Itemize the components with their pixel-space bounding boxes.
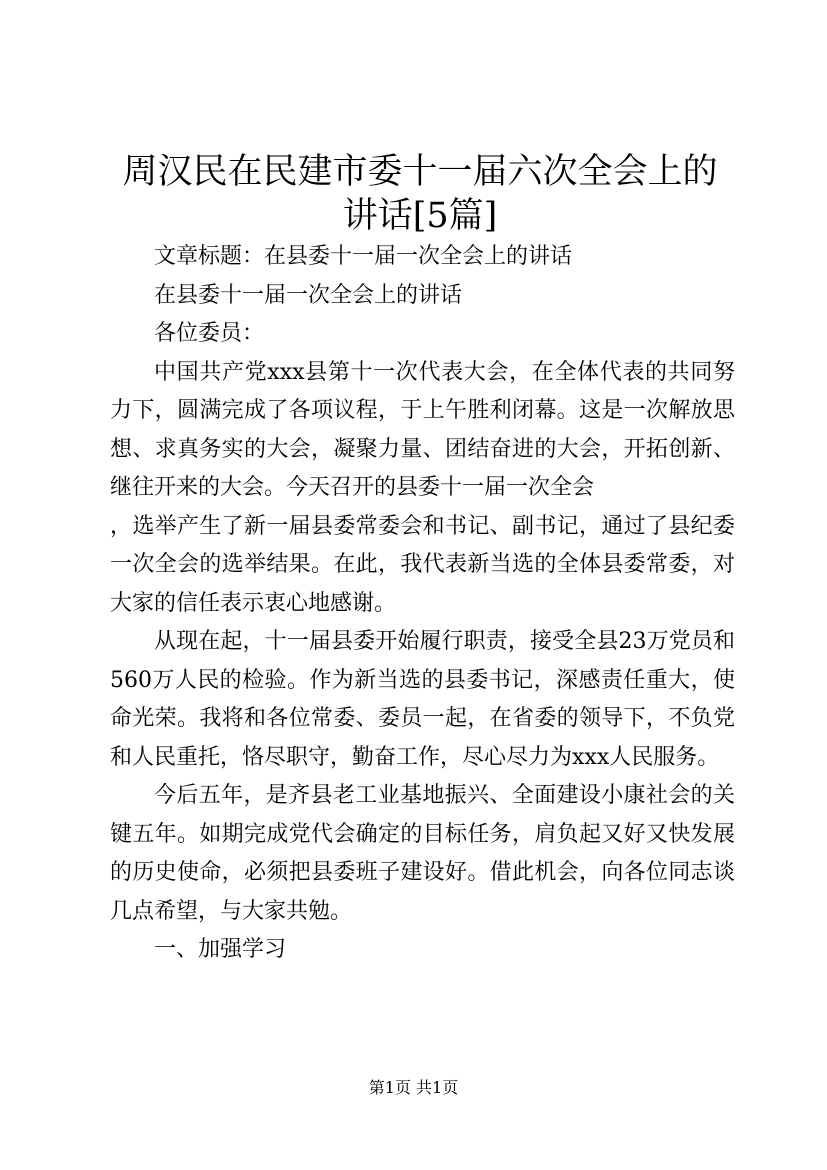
document-body — [110, 238, 735, 970]
body-paragraph: 中国共产党xxx县第十一次代表大会，在全体代表的共同努力下，圆满完成了各项议程，于上午胜利闭幕。这是一次解放思想、求真务实的大会，凝聚力量、团结奋进的大会，开拓创新、继往开来的大会。今天召开的县委十一届一次全会 — [110, 359, 735, 500]
body-paragraph: 从现在起，十一届县委开始履行职责，接受全县23万党员和560万人民的检验。作为新当选的县委书记，深感责任重大，使命光荣。我将和各位常委、委员一起，在省委的领导下，不负党和人民重托，恪尽职守，勤奋工作，尽心尽力为xxx人民服务。 — [110, 629, 735, 770]
page-number-footer: 第1页 共1页 — [368, 1078, 459, 1097]
salutation: 各位委员： — [154, 321, 265, 346]
body-paragraph: ，选举产生了新一届县委常委会和书记、副书记，通过了县纪委一次全会的选举结果。在此，我代表新当选的全体县委常委，对大家的信任表示衷心地感谢。 — [110, 513, 735, 616]
section-heading: 一、加强学习 — [154, 937, 287, 962]
document-title: 周汉民在民建市委十一届六次全会上的讲话[5篇] — [122, 152, 718, 236]
body-paragraph: 今后五年，是齐县老工业基地振兴、全面建设小康社会的关键五年。如期完成党代会确定的目标任务，肩负起又好又快发展的历史使命，必须把县委班子建设好。借此机会，向各位同志谈几点希望，与大家共勉。 — [110, 783, 735, 924]
article-title-line: 文章标题：在县委十一届一次全会上的讲话 — [154, 244, 573, 269]
speech-heading: 在县委十一届一次全会上的讲话 — [154, 282, 463, 308]
